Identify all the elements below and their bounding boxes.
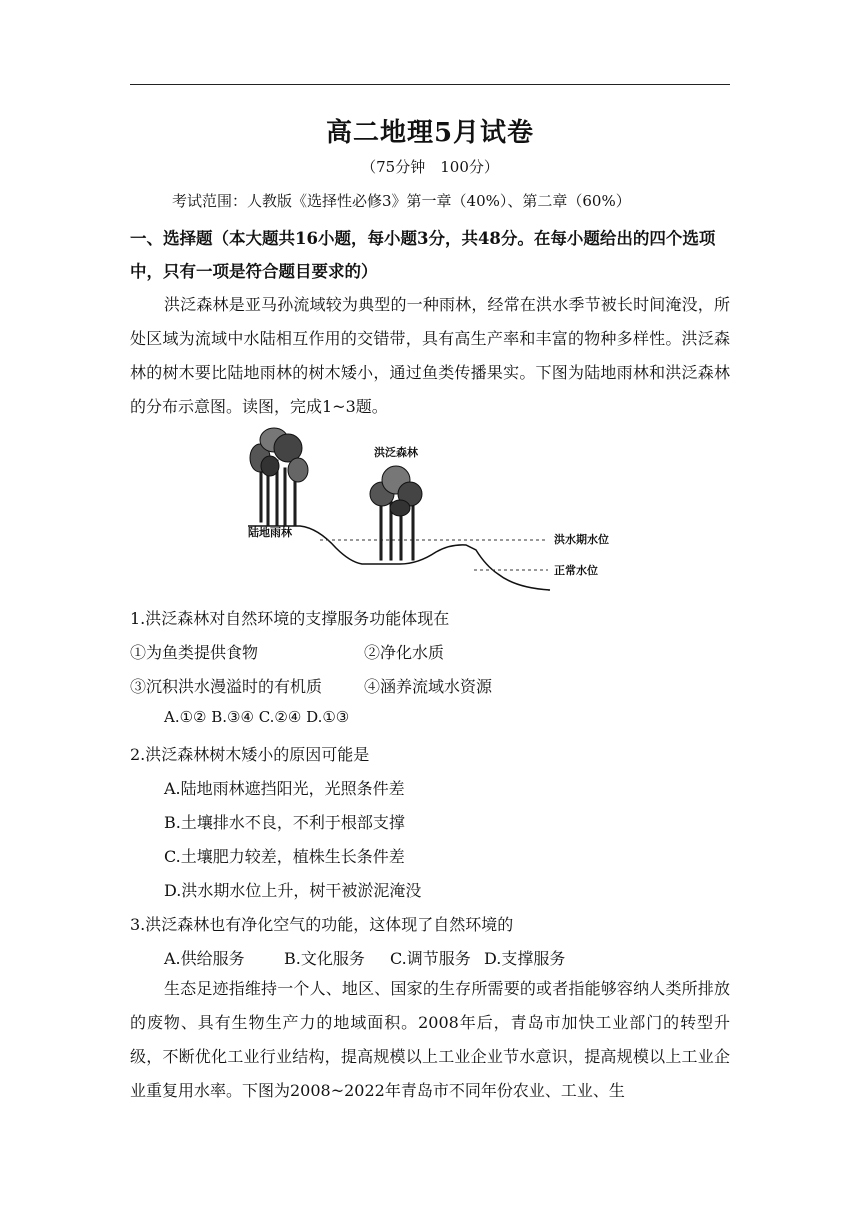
- passage-floodplain-forest: 洪泛森林是亚马孙流域较为典型的一种雨林，经常在洪水季节被长时间淹没，所处区域为流域中水陆相互作用的交错带，具有高生产率和丰富的物种多样性。洪泛森林的树木要比陆地雨林的树木矮小，通过鱼类传播果实。下图为陆地雨林和洪泛森林的分布示意图。读图，完成1~3题。: [130, 295, 730, 416]
- q1-statement-4: ④涵养流域水资源: [364, 677, 493, 696]
- q3-option-a: A.供给服务: [164, 949, 245, 968]
- q3-stem: 3.洪泛森林也有净化空气的功能，这体现了自然环境的: [130, 915, 514, 934]
- q2-option-a: A.陆地雨林遮挡阳光，光照条件差: [164, 779, 405, 798]
- exam-duration-score: （75分钟 100分）: [361, 158, 499, 176]
- q2-option-b: B.土壤排水不良，不利于根部支撑: [164, 813, 405, 832]
- q3-option-d: D.支撑服务: [484, 949, 566, 968]
- q2-stem: 2.洪泛森林树木矮小的原因可能是: [130, 745, 370, 764]
- label-normal-water-level: 正常水位: [554, 564, 598, 577]
- floodplain-forest-trees: [370, 466, 422, 560]
- page-title: 高二地理5月试卷: [325, 118, 535, 148]
- label-land-rainforest: 陆地雨林: [248, 526, 292, 539]
- q1-options: A.①② B.③④ C.②④ D.①③: [164, 708, 350, 726]
- q1-statement-2: ②净化水质: [364, 643, 445, 662]
- exam-scope: 考试范围：人教版《选择性必修3》第一章（40%）、第二章（60%）: [172, 192, 631, 210]
- q1-statement-1: ①为鱼类提供食物: [130, 643, 259, 662]
- label-flood-forest: 洪泛森林: [374, 446, 418, 459]
- section-heading: 一、选择题（本大题共16小题，每小题3分，共48分。在每小题给出的四个选项中，只有一项是符合题目要求的）: [130, 229, 716, 281]
- rainforest-distribution-figure: [240, 424, 620, 596]
- q1-statement-3: ③沉积洪水漫溢时的有机质: [130, 677, 323, 696]
- q3-option-b: B.文化服务: [284, 949, 365, 968]
- q2-option-d: D.洪水期水位上升，树干被淤泥淹没: [164, 881, 422, 900]
- q3-option-c: C.调节服务: [390, 949, 471, 968]
- label-flood-water-level: 洪水期水位: [554, 533, 609, 546]
- land-rainforest-trees: [250, 428, 308, 526]
- top-rule: [130, 84, 730, 85]
- q1-stem: 1.洪泛森林对自然环境的支撑服务功能体现在: [130, 609, 450, 628]
- q2-option-c: C.土壤肥力较差，植株生长条件差: [164, 847, 405, 866]
- passage-ecological-footprint: 生态足迹指维持一个人、地区、国家的生存所需要的或者指能够容纳人类所排放的废物、具有生物生产力的地域面积。2008年后，青岛市加快工业部门的转型升级，不断优化工业行业结构，提高规模以上工业企业节水意识，提高规模以上工业企业重复用水率。下图为2008~2022年青岛市不同年份农业、工业、生: [130, 979, 730, 1100]
